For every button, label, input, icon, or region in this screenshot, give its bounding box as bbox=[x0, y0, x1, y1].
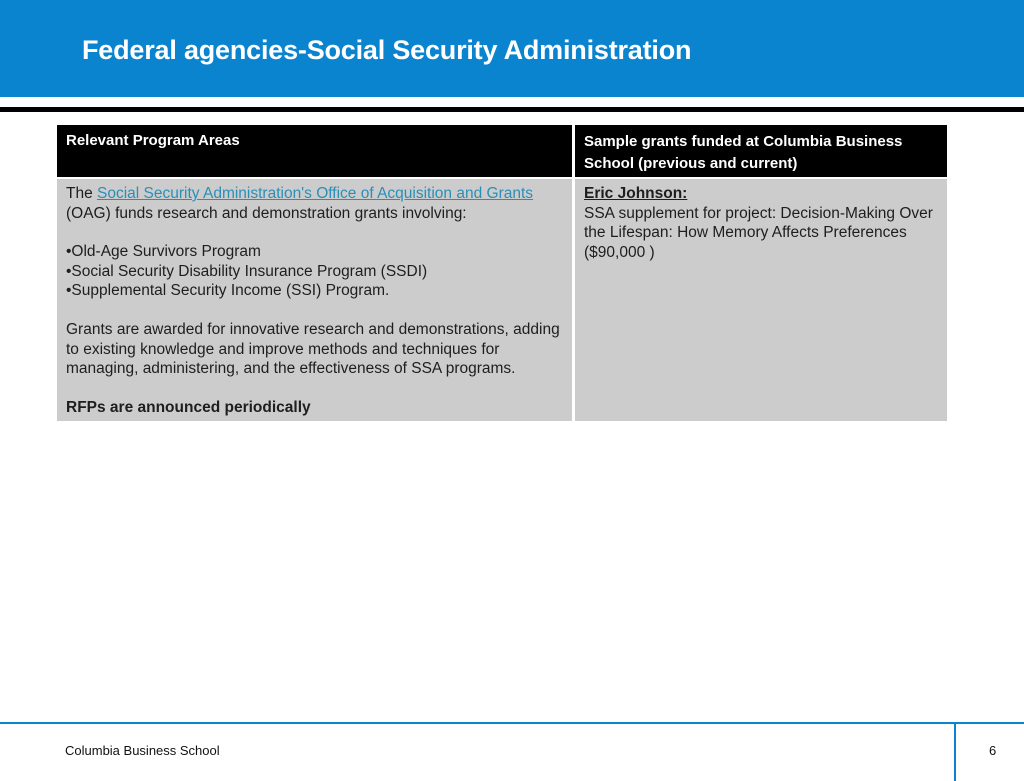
spacer bbox=[66, 379, 563, 398]
header-divider bbox=[0, 107, 1024, 112]
program-table bbox=[57, 125, 947, 421]
spacer bbox=[66, 301, 563, 320]
title-bar bbox=[0, 0, 1024, 97]
footer-school-name: Columbia Business School bbox=[65, 743, 220, 758]
intro-suffix: (OAG) funds research and demonstration grants involving: bbox=[66, 204, 467, 222]
header-program-areas: Relevant Program Areas bbox=[57, 125, 572, 177]
sample-grants-cell bbox=[575, 179, 947, 421]
footer-vertical-divider bbox=[954, 724, 956, 781]
footer-divider bbox=[0, 722, 1024, 724]
slide-title: Federal agencies-Social Security Administration bbox=[82, 35, 692, 65]
program-areas-cell bbox=[57, 179, 572, 421]
spacer bbox=[66, 223, 563, 242]
intro-text bbox=[66, 184, 563, 223]
bullet-item: •Supplemental Security Income (SSI) Program. bbox=[66, 282, 390, 300]
intro-prefix: The bbox=[66, 185, 98, 202]
rfp-note: RFPs are announced periodically bbox=[66, 398, 311, 416]
header-gap bbox=[0, 97, 1024, 107]
header-sample-grants: Sample grants funded at Columbia Business School (previous and current) bbox=[575, 125, 947, 177]
grants-paragraph: Grants are awarded for innovative research and demonstrations, adding to existing knowledge and improve methods and techniques for managing, administering, and the effectiveness of SSA programs. bbox=[66, 320, 560, 378]
grantee-name: Eric Johnson: bbox=[584, 185, 688, 202]
bullet-item: •Old-Age Survivors Program bbox=[66, 243, 261, 261]
page-number: 6 bbox=[989, 743, 997, 758]
grant-description: SSA supplement for project: Decision-Making Over the Lifespan: How Memory Affects Preferences ($90,000 ) bbox=[584, 204, 933, 261]
bullet-item: •Social Security Disability Insurance Program (SSDI) bbox=[66, 262, 428, 280]
oag-link[interactable]: Social Security Administration's Office of Acquisition and Grants bbox=[97, 185, 534, 202]
